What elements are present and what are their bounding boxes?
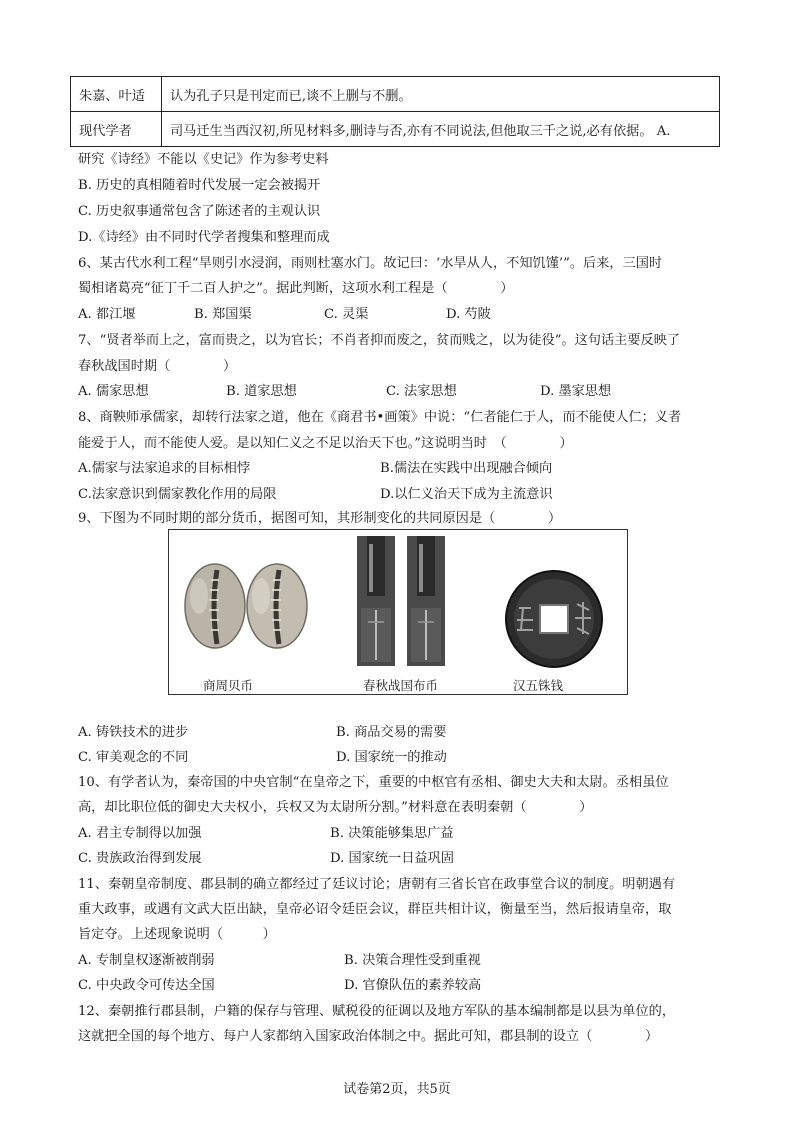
table-cell-scholar: 现代学者 [71, 112, 162, 147]
q8-option-d: D.以仁义治天下成为主流意识 [380, 487, 553, 502]
table-row [71, 77, 720, 112]
q8-stem-line1: 8、商鞅师承儒家，却转行法家之道，他在《商君书•画策》中说：“仁者能仁于人，而不能使人仁；义者 [78, 410, 682, 425]
q6-stem-line2: 蜀相诸葛亮“征丁千二百人护之”。据此判断，这项水利工程是（ ） [78, 281, 514, 296]
q9-option-c: C. 审美观念的不同 [78, 750, 189, 765]
q10-option-c: C. 贵族政治得到发展 [78, 851, 202, 866]
caption-shell-coins: 商周贝币 [203, 678, 254, 693]
q11-stem-line2: 重大政事，或遇有文武大臣出缺，皇帝必诏令廷臣会议，群臣共相计议，衡量至当，然后报请皇帝，取 [78, 902, 672, 917]
q12-stem-line2: 这就把全国的每个地方、每户人家都纳入国家政治体制之中。据此可知，郡县制的设立（ ） [78, 1029, 659, 1044]
q5-option-b: B. 历史的真相随着时代发展一定会被揭开 [78, 178, 321, 193]
table-cell-view: 司马迁生当西汉初,所见材料多,删诗与否,亦有不同说法,但他取三千之说,必有依据。 A. [162, 112, 720, 147]
wuzhu-coin-image [503, 568, 605, 670]
q10-stem-line1: 10、有学者认为，秦帝国的中央官制“在皇帝之下，重要的中枢官有丞相、御史大夫和太尉。丞相虽位 [78, 775, 669, 790]
q7-option-a: A. 儒家思想 [78, 384, 149, 399]
q11-stem-line1: 11、秦朝皇帝制度、郡县制的确立都经过了廷议讨论；唐朝有三省长官在政事堂合议的制度。明朝遇有 [78, 877, 676, 892]
q11-option-d: D. 官僚队伍的素养较高 [344, 978, 482, 993]
q9-option-a: A. 铸铁技术的进步 [78, 725, 189, 740]
q8-stem-line2: 能爱于人，而不能使人爱。是以知仁义之不足以治天下也。”这说明当时 （ ） [78, 436, 573, 451]
q9-option-d: D. 国家统一的推动 [336, 750, 447, 765]
q5-option-d: D.《诗经》由不同时代学者搜集和整理而成 [78, 230, 330, 245]
q11-option-b: B. 决策合理性受到重视 [344, 953, 481, 968]
table-row [71, 112, 720, 147]
caption-wuzhu-coin: 汉五铢钱 [513, 678, 564, 693]
q7-stem-line1: 7、“贤者举而上之，富而贵之，以为官长；不肖者抑而废之，贫而贱之，以为徒役”。这句话主要反映了 [78, 333, 681, 348]
scholars-table [70, 76, 720, 147]
q12-stem-line1: 12、秦朝推行郡县制，户籍的保存与管理、赋税役的征调以及地方军队的基本编制都是以县为单位的， [78, 1004, 676, 1019]
q10-option-a: A. 君主专制得以加强 [78, 826, 202, 841]
q6-option-c: C. 灵渠 [324, 307, 369, 322]
shell-coins-image [177, 556, 317, 656]
table-cell-view: 认为孔子只是刊定而已,谈不上删与不删。 [162, 77, 720, 112]
q11-stem-line3: 旨定夺。上述现象说明（ ） [78, 927, 276, 942]
q7-stem-line2: 春秋战国时期（ ） [78, 359, 237, 374]
q7-option-c: C. 法家思想 [386, 384, 457, 399]
q10-option-d: D. 国家统一日益巩固 [330, 851, 454, 866]
q11-option-a: A. 专制皇权逐渐被削弱 [78, 953, 215, 968]
currency-figure [168, 529, 628, 695]
q6-option-b: B. 郑国渠 [194, 307, 252, 322]
q9-stem-line1: 9、下图为不同时期的部分货币，据图可知，其形制变化的共同原因是（ ） [78, 511, 562, 526]
q7-option-b: B. 道家思想 [226, 384, 297, 399]
page-footer: 试卷第2页，共5页 [343, 1082, 451, 1097]
q5-option-c: C. 历史叙事通常包含了陈述者的主观认识 [78, 204, 321, 219]
spade-coins-image [355, 536, 447, 666]
q10-option-b: B. 决策能够集思广益 [330, 826, 454, 841]
q10-stem-line2: 高，却比职位低的御史大夫权小，兵权又为太尉所分割。”材料意在表明秦朝（ ） [78, 800, 593, 815]
q6-option-d: D. 芍陂 [446, 307, 491, 322]
q6-option-a: A. 都江堰 [78, 307, 136, 322]
q8-option-b: B.儒法在实践中出现融合倾向 [380, 461, 553, 476]
q11-option-c: C. 中央政令可传达全国 [78, 978, 215, 993]
q8-option-a: A.儒家与法家追求的目标相悖 [78, 461, 250, 476]
q9-option-b: B. 商品交易的需要 [336, 725, 447, 740]
table-cell-scholar: 朱嘉、叶适 [71, 77, 162, 112]
caption-spade-coins: 春秋战国布币 [363, 678, 439, 693]
q6-stem-line1: 6、某古代水利工程“旱则引水浸润，雨则杜塞水门。故记曰：‘水旱从人，不知饥馑’”。后来，三国时 [78, 256, 663, 271]
q7-option-d: D. 墨家思想 [540, 384, 612, 399]
q8-option-c: C.法家意识到儒家教化作用的局限 [78, 487, 277, 502]
q5-option-a-cont: 研究《诗经》不能以《史记》作为参考史料 [78, 152, 329, 167]
